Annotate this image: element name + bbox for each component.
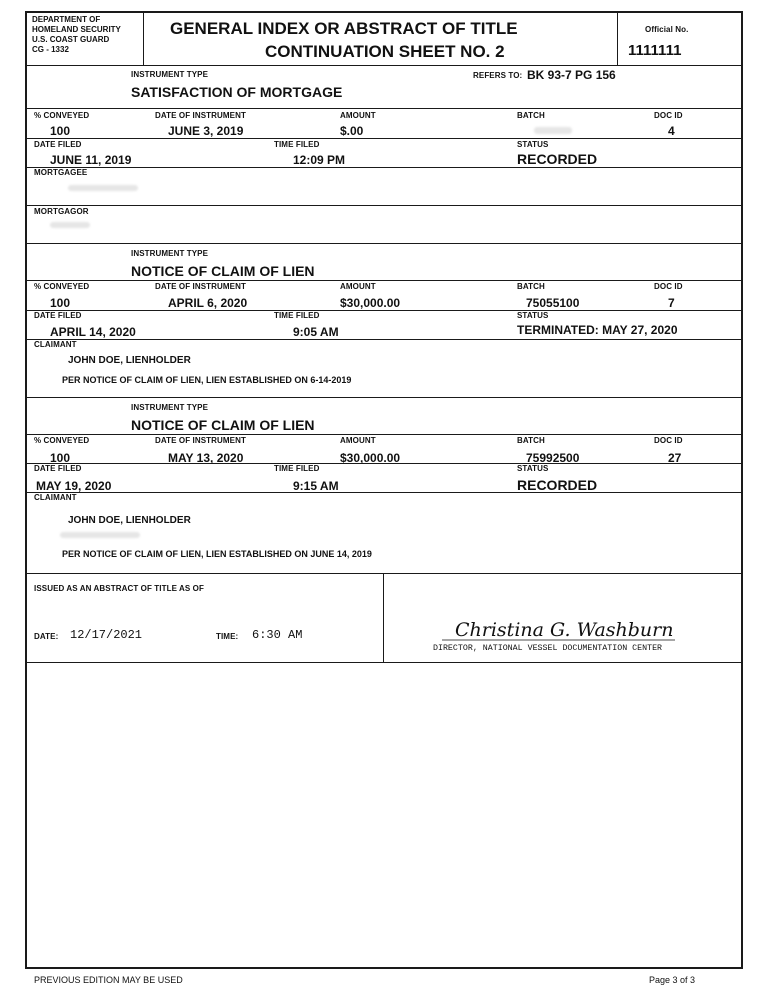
- issued-time: 6:30 AM: [252, 628, 303, 642]
- date-filed-value: MAY 19, 2020: [36, 479, 112, 493]
- batch-value: 75055100: [526, 296, 580, 310]
- divider: [26, 65, 742, 66]
- redacted-address: [60, 532, 140, 538]
- issued-date: 12/17/2021: [70, 628, 143, 642]
- divider: [26, 434, 742, 435]
- claimant-label: CLAIMANT: [34, 340, 77, 349]
- signer-title: DIRECTOR, NATIONAL VESSEL DOCUMENTATION CENTER: [433, 644, 663, 653]
- instrument-type-label: INSTRUMENT TYPE: [131, 70, 209, 79]
- date-of-instrument-value: APRIL 6, 2020: [168, 296, 248, 310]
- redacted-mortgagee: [68, 185, 138, 191]
- amount-label: AMOUNT: [340, 111, 376, 120]
- time-filed-value: 9:05 AM: [293, 325, 339, 339]
- date-filed-value: APRIL 14, 2020: [50, 325, 136, 339]
- footer-right: Page 3 of 3: [649, 975, 696, 985]
- status-label: STATUS: [517, 140, 549, 149]
- divider: [617, 12, 618, 65]
- claimant-label: CLAIMANT: [34, 493, 77, 502]
- claimant-value: JOHN DOE, LIENHOLDER: [68, 515, 191, 526]
- redacted-mortgagor: [50, 222, 90, 228]
- date-label: DATE:: [34, 632, 59, 641]
- doc-id-label: DOC ID: [654, 436, 683, 445]
- divider: [26, 397, 742, 398]
- date-of-instrument-label: DATE OF INSTRUMENT: [155, 436, 246, 445]
- date-of-instrument-value: MAY 13, 2020: [168, 451, 244, 465]
- instrument-type-label: INSTRUMENT TYPE: [131, 249, 209, 258]
- status-label: STATUS: [517, 464, 549, 473]
- doc-id-value: 4: [668, 124, 675, 138]
- pct-conveyed-label: % CONVEYED: [34, 436, 90, 445]
- pct-conveyed-value: 100: [50, 451, 71, 465]
- mortgagor-label: MORTGAGOR: [34, 207, 89, 216]
- pct-conveyed-value: 100: [50, 124, 71, 138]
- divider: [26, 662, 742, 663]
- mortgagee-label: MORTGAGEE: [34, 168, 88, 177]
- status-value: RECORDED: [517, 151, 598, 167]
- date-filed-label: DATE FILED: [34, 311, 82, 320]
- amount-label: AMOUNT: [340, 436, 376, 445]
- divider: [26, 573, 742, 574]
- claimant-value: JOHN DOE, LIENHOLDER: [68, 355, 191, 366]
- agency-line: U.S. COAST GUARD: [32, 35, 110, 44]
- instrument-type-label: INSTRUMENT TYPE: [131, 403, 209, 412]
- pct-conveyed-label: % CONVEYED: [34, 111, 90, 120]
- amount-value: $.00: [340, 124, 364, 138]
- doc-id-value: 7: [668, 296, 675, 310]
- status-label: STATUS: [517, 311, 549, 320]
- doc-id-value: 27: [668, 451, 682, 465]
- time-filed-label: TIME FILED: [274, 464, 320, 473]
- time-filed-value: 12:09 PM: [293, 153, 346, 167]
- time-filed-value: 9:15 AM: [293, 479, 339, 493]
- signature-text: Christina G. Washburn: [455, 619, 674, 641]
- divider: [26, 167, 742, 168]
- divider: [26, 205, 742, 206]
- date-of-instrument-label: DATE OF INSTRUMENT: [155, 111, 246, 120]
- footer-left: PREVIOUS EDITION MAY BE USED: [34, 975, 183, 985]
- divider: [26, 138, 742, 139]
- instrument-type-value: NOTICE OF CLAIM OF LIEN: [131, 417, 315, 433]
- divider: [26, 492, 742, 493]
- refers-to-label: REFERS TO:: [473, 71, 523, 80]
- pct-conveyed-label: % CONVEYED: [34, 282, 90, 291]
- agency-line: HOMELAND SECURITY: [32, 25, 121, 34]
- amount-value: $30,000.00: [340, 451, 401, 465]
- status-value: RECORDED: [517, 477, 598, 493]
- form-subtitle: CONTINUATION SHEET NO. 2: [265, 42, 505, 61]
- divider: [26, 108, 742, 109]
- divider: [26, 310, 742, 311]
- form-frame: [25, 11, 743, 969]
- divider: [26, 243, 742, 244]
- divider: [26, 280, 742, 281]
- lien-note: PER NOTICE OF CLAIM OF LIEN, LIEN ESTABLISHED ON 6-14-2019: [62, 375, 352, 385]
- date-filed-label: DATE FILED: [34, 140, 82, 149]
- official-no-label: Official No.: [645, 25, 689, 34]
- status-value: TERMINATED: MAY 27, 2020: [517, 323, 678, 337]
- instrument-type-value: NOTICE OF CLAIM OF LIEN: [131, 263, 315, 279]
- lien-note: PER NOTICE OF CLAIM OF LIEN, LIEN ESTABLISHED ON JUNE 14, 2019: [62, 549, 372, 559]
- amount-label: AMOUNT: [340, 282, 376, 291]
- date-of-instrument-label: DATE OF INSTRUMENT: [155, 282, 246, 291]
- official-no: 1111111: [628, 42, 682, 59]
- doc-id-label: DOC ID: [654, 111, 683, 120]
- batch-label: BATCH: [517, 282, 545, 291]
- date-of-instrument-value: JUNE 3, 2019: [168, 124, 244, 138]
- batch-label: BATCH: [517, 436, 545, 445]
- instrument-type-value: SATISFACTION OF MORTGAGE: [131, 84, 343, 100]
- amount-value: $30,000.00: [340, 296, 401, 310]
- date-filed-label: DATE FILED: [34, 464, 82, 473]
- divider: [383, 573, 384, 662]
- redacted-batch: [534, 127, 572, 134]
- pct-conveyed-value: 100: [50, 296, 71, 310]
- batch-label: BATCH: [517, 111, 545, 120]
- form-number: CG - 1332: [32, 45, 69, 54]
- divider: [143, 12, 144, 65]
- form-title: GENERAL INDEX OR ABSTRACT OF TITLE: [170, 19, 518, 38]
- time-filed-label: TIME FILED: [274, 140, 320, 149]
- date-filed-value: JUNE 11, 2019: [50, 153, 132, 167]
- issued-label: ISSUED AS AN ABSTRACT OF TITLE AS OF: [34, 584, 204, 593]
- refers-to-value: BK 93-7 PG 156: [527, 68, 616, 82]
- doc-id-label: DOC ID: [654, 282, 683, 291]
- batch-value: 75992500: [526, 451, 580, 465]
- time-label: TIME:: [216, 632, 239, 641]
- agency-line: DEPARTMENT OF: [32, 15, 101, 24]
- divider: [26, 339, 742, 340]
- divider: [26, 463, 742, 464]
- time-filed-label: TIME FILED: [274, 311, 320, 320]
- signature: [440, 610, 680, 646]
- agency-block: [32, 15, 121, 55]
